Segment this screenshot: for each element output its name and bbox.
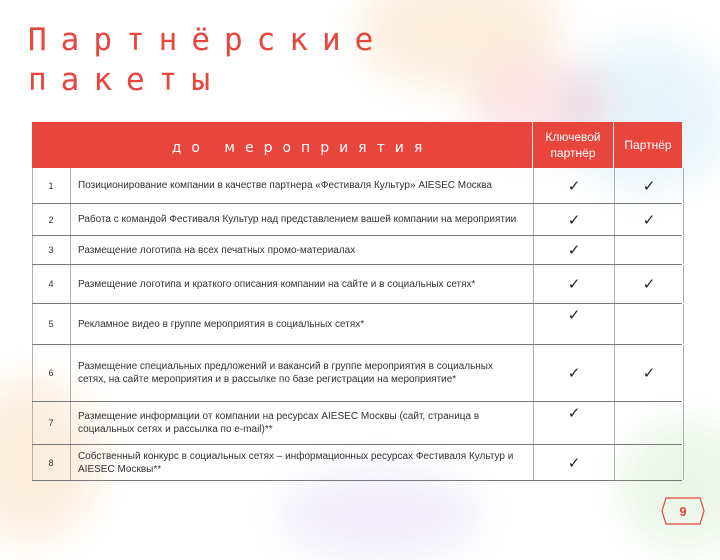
key-partner-check: ✓ xyxy=(533,445,614,480)
key-partner-check: ✓ xyxy=(533,204,614,235)
row-text: Позиционирование компании в качестве партнера «Фестиваля Культур» AIESEC Москва xyxy=(78,180,492,191)
key-partner-check: ✓ xyxy=(533,402,614,444)
table-row xyxy=(32,236,682,265)
partner-check xyxy=(614,236,684,264)
row-text: Работа с командой Фестиваля Культур над представлением вашей компании на мероприятии xyxy=(78,214,517,225)
partner-check: ✓ xyxy=(614,168,684,203)
key-partner-check: ✓ xyxy=(533,168,614,203)
key-partner-check: ✓ xyxy=(533,265,614,303)
row-number: 4 xyxy=(48,279,54,289)
page-number-badge xyxy=(660,496,706,526)
row-number: 3 xyxy=(48,245,54,255)
partner-check xyxy=(614,445,684,480)
row-text: Рекламное видео в группе мероприятия в социальных сетях* xyxy=(78,318,365,330)
row-number: 7 xyxy=(48,418,54,428)
partner-check: ✓ xyxy=(614,345,684,401)
row-number: 8 xyxy=(48,457,54,468)
row-text: Размещение специальных предложений и вакансий в группе мероприятия в социальных сетях, на сайте мероприятия и в рассылке по базе регистрации на мероприятие* xyxy=(78,361,493,385)
row-text: Размещение информации от компании на ресурсах AIESEC Москвы (сайт, страница в социальных сетях и рассылка по e-mail)** xyxy=(78,411,480,435)
row-number: 1 xyxy=(48,180,54,191)
table-row xyxy=(32,265,682,304)
row-text: Размещение логотипа на всех печатных промо-материалах xyxy=(78,244,356,256)
title-line-2: пакеты xyxy=(28,62,224,98)
title-line-1: Партнёрские xyxy=(28,22,388,58)
table-row xyxy=(32,402,682,445)
key-partner-check: ✓ xyxy=(533,345,614,401)
table-header xyxy=(32,122,682,168)
key-partner-check: ✓ xyxy=(533,236,614,264)
partner-check: ✓ xyxy=(614,204,684,235)
partner-header: Партнёр xyxy=(614,122,682,168)
decor-splash xyxy=(280,470,480,560)
partner-check xyxy=(614,304,684,344)
partner-packages-table xyxy=(32,122,682,481)
table-row xyxy=(32,304,682,345)
key-partner-check: ✓ xyxy=(533,304,614,344)
table-row xyxy=(32,345,682,402)
partner-check: ✓ xyxy=(614,265,684,303)
partner-check xyxy=(614,402,684,444)
table-row xyxy=(32,168,682,204)
page-number: 9 xyxy=(679,503,687,519)
table-row xyxy=(32,204,682,236)
row-text: Размещение логотипа и краткого описания компании на сайте и в социальных сетях* xyxy=(78,278,476,290)
row-number: 5 xyxy=(48,319,54,329)
table-row xyxy=(32,445,682,481)
row-text: Собственный конкурс в социальных сетях – информационных ресурсах Фестиваля Культур и AIESEC Москвы** xyxy=(78,450,514,475)
key-partner-header: Ключевой партнёр xyxy=(533,122,613,168)
section-header: до мероприятия xyxy=(32,122,532,168)
row-number: 6 xyxy=(48,368,54,378)
page-title xyxy=(28,20,387,100)
row-number: 2 xyxy=(48,214,54,225)
